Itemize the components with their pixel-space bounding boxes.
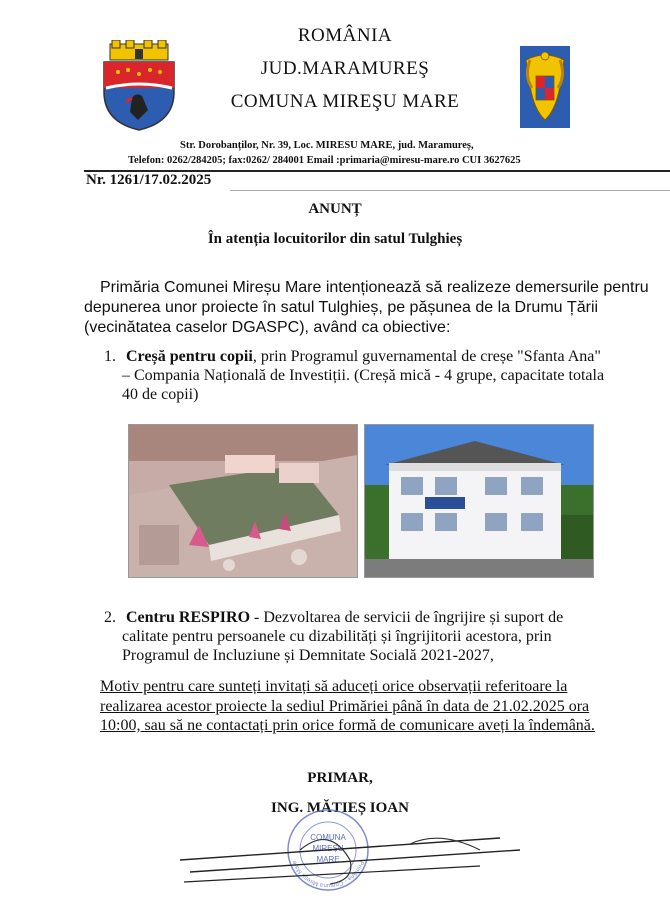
invitation-notice xyxy=(100,677,610,736)
objective-number: 1. xyxy=(104,348,116,365)
stamp-text: MIREȘU xyxy=(312,844,344,853)
commune-coat-of-arms xyxy=(98,40,180,132)
objective-text: , prin Programul guvernamental de creșe "Sfanta Ana" xyxy=(252,348,601,365)
notice-line: Motiv pentru care sunteți invitați să aduceți orice observații referitoare la xyxy=(100,678,568,695)
header-address: Str. Dorobanților, Nr. 39, Loc. MIRESU MARE, jud. Maramureș, xyxy=(180,140,474,151)
nursery-model-photo xyxy=(128,424,358,578)
objective-text: - Dezvoltarea de servicii de îngrijire și suport de xyxy=(250,609,564,626)
intro-line: depunerea unor proiecte în satul Tulghieș, pe pășunea de la Drumu Țării xyxy=(84,299,599,316)
header-county: JUD.MARAMUREŞ xyxy=(260,58,430,79)
secondary-divider xyxy=(230,190,670,191)
notice-line: 10:00, sau să ne contactați prin orice formă de comunicare aveți la îndemână. xyxy=(100,717,595,734)
signatory-role: PRIMAR, xyxy=(307,770,373,786)
respiro-center-photo xyxy=(364,424,594,578)
signatory-name: ING. MĂTIEȘ IOAN xyxy=(271,800,409,816)
objective-text: calitate pentru persoanele cu dizabilități și îngrijitorii acestora, prin xyxy=(122,628,552,645)
header-contact: Telefon: 0262/284205; fax:0262/ 284001 Email :primaria@miresu-mare.ro CUI 3627625 xyxy=(128,155,521,166)
stamp-text: COMUNA xyxy=(310,833,346,842)
objective-text: 40 de copii) xyxy=(122,386,199,403)
objective-name: Creșă pentru copii xyxy=(126,348,253,365)
romania-coat-of-arms xyxy=(520,46,570,128)
stamp-text: MARE xyxy=(316,855,340,864)
objective-text: Programul de Incluziune și Demnitate Socială 2021-2027, xyxy=(122,647,494,664)
objective-number: 2. xyxy=(104,609,116,626)
header-commune: COMUNA MIREŞU MARE xyxy=(230,91,460,112)
intro-line: (vecinătatea caselor DGASPC), având ca obiective: xyxy=(84,319,451,336)
objective-name: Centru RESPIRO xyxy=(126,609,251,626)
objective-item-2 xyxy=(104,608,604,665)
notice-line: realizarea acestor proiecte la sediul Primăriei până în data de 21.02.2025 ora xyxy=(100,697,590,715)
document-number: Nr. 1261/17.02.2025 xyxy=(86,172,212,188)
intro-paragraph xyxy=(84,278,649,338)
objective-text: – Compania Națională de Investiții. (Creșă mică - 4 grupe, capacitate totala xyxy=(122,367,605,384)
intro-line: Primăria Comunei Mireșu Mare intenționează să realizeze demersurile pentru xyxy=(100,279,649,296)
header-country: ROMÂNIA xyxy=(297,25,393,46)
announcement-subtitle: În atenția locuitorilor din satul Tulghieș xyxy=(207,231,463,247)
stamp-ring-text: Primăria - Comuna Mireșu Mare xyxy=(291,859,365,889)
handwritten-signature xyxy=(180,820,540,900)
announcement-title: ANUNȚ xyxy=(308,201,362,217)
objective-item-1 xyxy=(104,347,604,404)
